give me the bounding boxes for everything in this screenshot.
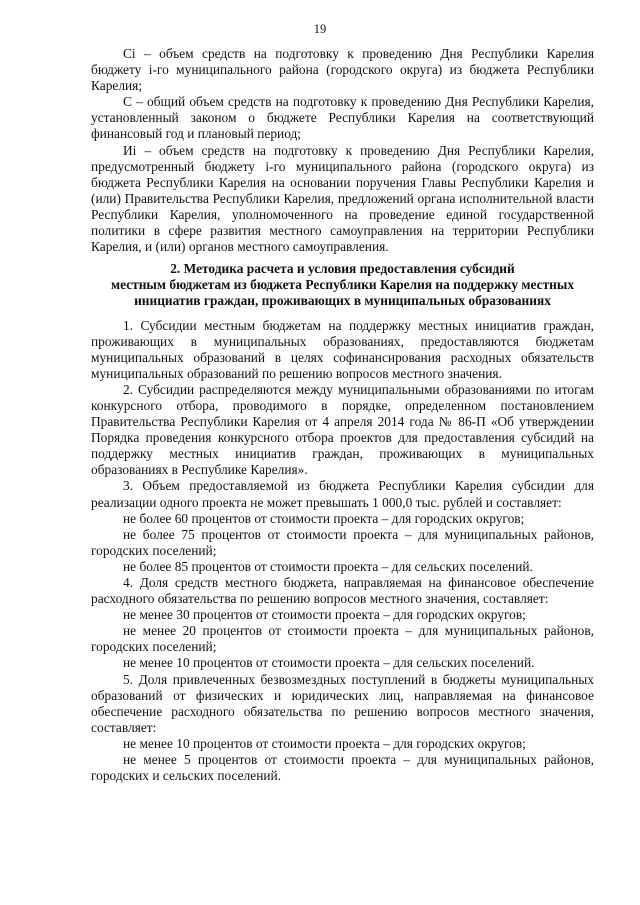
paragraph-5: 5. Доля привлеченных безвозмездных поступлений в бюджеты муниципальных образований от физических и юридических лиц, направляемая на финансовое обеспечение расходного обязательства по решению вопросов местного значения, составляет:	[91, 671, 594, 735]
paragraph-2: 2. Субсидии распределяются между муниципальными образованиями по итогам конкурсного отбора, проводимого в порядке, определенном постановлением Правительства Республики Карелия от 4 апреля 2014 года № 86-П «Об утверждении Порядка проведения конкурсного отбора проектов для предоставления субсидий на поддержку местных инициатив граждан, проживающих в муниципальных образованиях в Республике Карелия».	[91, 381, 594, 478]
paragraph-4-item-2: не менее 20 процентов от стоимости проекта – для муниципальных районов, городских поселений;	[91, 623, 594, 655]
section-heading-line-3: инициатив граждан, проживающих в муниципальных образованиях	[134, 293, 551, 309]
definition-ci: Ci – объем средств на подготовку к проведению Дня Республики Карелия бюджету i-го муниципального района (городского округа) из бюджета Республики Карелия;	[91, 46, 594, 94]
section-heading-line-1: 2. Методика расчета и условия предоставления субсидий	[170, 261, 515, 277]
section-heading	[91, 261, 594, 309]
document-body	[91, 46, 594, 784]
paragraph-5-item-1: не менее 10 процентов от стоимости проекта – для городских округов;	[123, 735, 526, 751]
section-heading-line-2: местным бюджетам из бюджета Республики Карелия на поддержку местных	[110, 277, 575, 293]
paragraph-3-item-3: не более 85 процентов от стоимости проекта – для сельских поселений.	[123, 558, 533, 574]
page-number: 19	[313, 22, 327, 36]
paragraph-1: 1. Субсидии местным бюджетам на поддержку местных инициатив граждан, проживающих в муниципальных образованиях, предоставляются бюджетам муниципальных образований в целях софинансирования расходных обязательств муниципальных образований по решению вопросов местного значения.	[91, 317, 594, 381]
paragraph-4: 4. Доля средств местного бюджета, направляемая на финансовое обеспечение расходного обязательства по решению вопросов местного значения, составляет:	[91, 575, 594, 607]
paragraph-3-item-2: не более 75 процентов от стоимости проекта – для муниципальных районов, городских поселений;	[91, 526, 594, 558]
paragraph-3: 3. Объем предоставляемой из бюджета Республики Карелия субсидии для реализации одного проекта не может превышать 1 000,0 тыс. рублей и составляет:	[91, 478, 594, 510]
paragraph-5-item-2: не менее 5 процентов от стоимости проекта – для муниципальных районов, городских и сельских поселений.	[91, 752, 594, 784]
definition-c: С – общий объем средств на подготовку к проведению Дня Республики Карелия, установленный законом о бюджете Республики Карелия на соответствующий финансовый год и плановый период;	[91, 94, 594, 142]
paragraph-3-item-1: не более 60 процентов от стоимости проекта – для городских округов;	[123, 510, 525, 526]
paragraph-4-item-3: не менее 10 процентов от стоимости проекта – для сельских поселений.	[123, 655, 535, 671]
definition-ii: Иi – объем средств на подготовку к проведению Дня Республики Карелия, предусмотренный бюджету i-го муниципального района (городского округа) из бюджета Республики Карелия на основании поручения Главы Республики Карелия и (или) Правительства Республики Карелия, предложений органа исполнительной власти Республики Карелия, уполномоченного на проведение единой государственной политики в сфере развития местного самоуправления на территории Республики Карелия, и (или) органов местного самоуправления.	[91, 142, 594, 255]
paragraph-4-item-1: не менее 30 процентов от стоимости проекта – для городских округов;	[123, 607, 526, 623]
